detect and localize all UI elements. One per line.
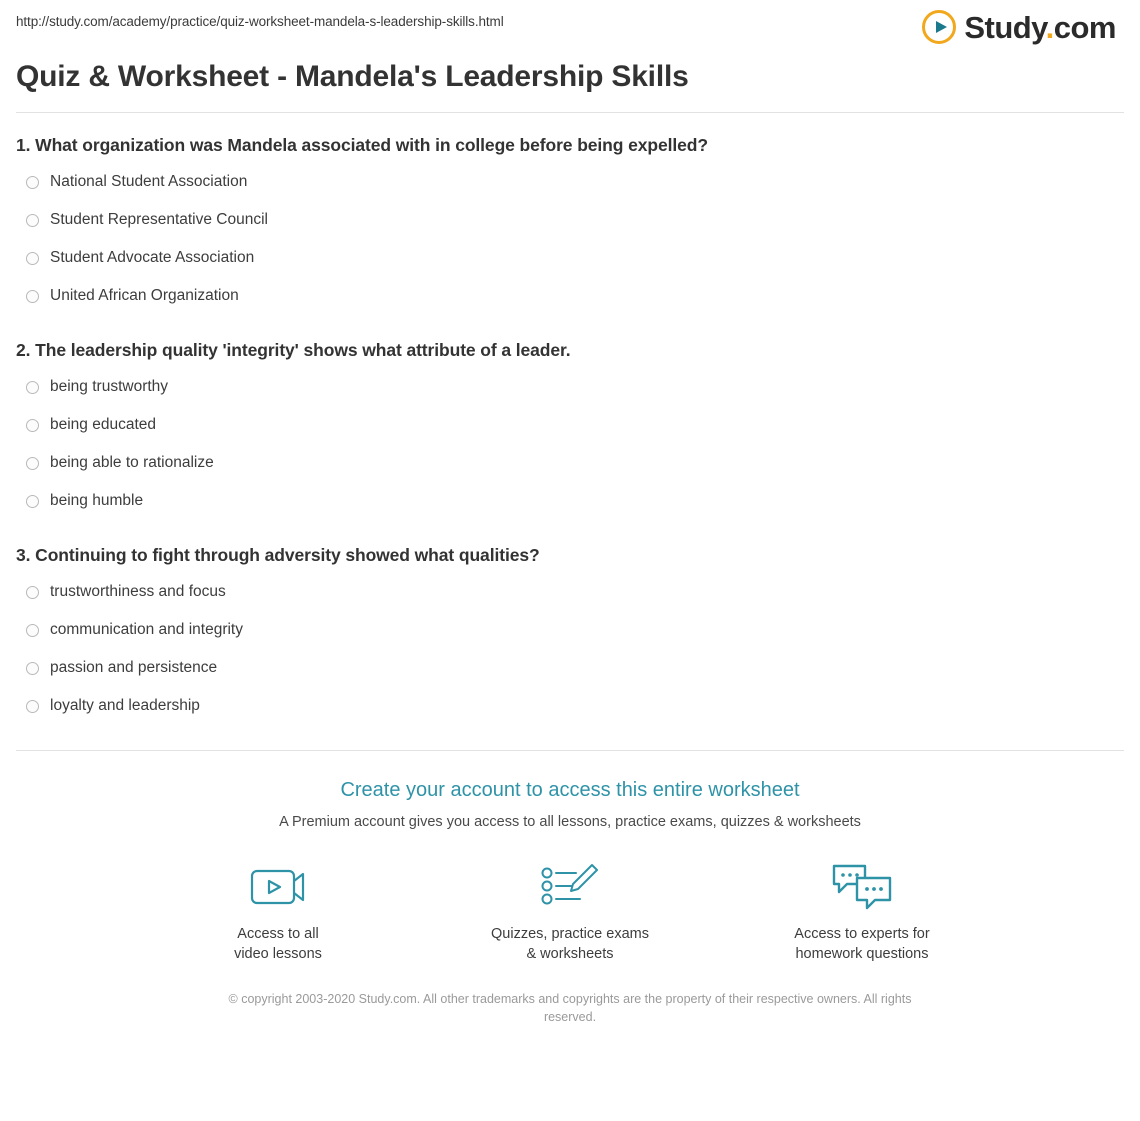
- feature-caption-line2: homework questions: [795, 946, 929, 962]
- question-text: 3. Continuing to fight through adversity showed what qualities?: [16, 545, 540, 565]
- feature-quizzes: [480, 858, 660, 964]
- premium-promo: [16, 751, 1124, 1026]
- feature-caption-line1: Access to experts for: [794, 926, 930, 942]
- question-block: [16, 340, 1124, 511]
- study-com-logo: [922, 10, 1124, 44]
- page-title: Quiz & Worksheet - Mandela's Leadership Skills: [16, 60, 689, 93]
- question-block: [16, 545, 1124, 716]
- feature-caption-line1: Access to all: [237, 926, 319, 942]
- answer-option[interactable]: [16, 582, 1124, 602]
- promo-features: [16, 858, 1124, 964]
- radio-button-icon[interactable]: [26, 662, 39, 675]
- radio-button-icon[interactable]: [26, 290, 39, 303]
- answer-options: [16, 582, 1124, 716]
- quiz-checklist-icon: [540, 858, 600, 914]
- promo-headline: Create your account to access this entire worksheet: [340, 779, 800, 801]
- feature-caption-line2: & worksheets: [526, 946, 614, 962]
- logo-dot: .: [1045, 9, 1054, 45]
- answer-option[interactable]: [16, 248, 1124, 268]
- logo-wordmark: [964, 9, 1116, 45]
- answer-label: being able to rationalize: [50, 454, 214, 471]
- logo-study-text: Study: [964, 9, 1046, 45]
- answer-option[interactable]: [16, 491, 1124, 511]
- feature-caption-line1: Quizzes, practice exams: [491, 926, 649, 942]
- answer-option[interactable]: [16, 696, 1124, 716]
- answer-option[interactable]: [16, 620, 1124, 640]
- answer-label: Student Advocate Association: [50, 249, 255, 266]
- feature-experts: [772, 858, 952, 964]
- promo-subtext: A Premium account gives you access to all lessons, practice exams, quizzes & worksheets: [279, 814, 861, 830]
- answer-label: National Student Association: [50, 173, 248, 190]
- questions-list: [16, 113, 1124, 716]
- radio-button-icon[interactable]: [26, 381, 39, 394]
- feature-caption: [794, 924, 929, 964]
- radio-button-icon[interactable]: [26, 252, 39, 265]
- answer-label: being trustworthy: [50, 378, 169, 395]
- page-header: [16, 0, 1124, 52]
- logo-com-text: com: [1053, 9, 1116, 45]
- answer-option[interactable]: [16, 453, 1124, 473]
- feature-caption: [491, 924, 649, 964]
- answer-label: passion and persistence: [50, 659, 218, 676]
- answer-option[interactable]: [16, 210, 1124, 230]
- question-text: 2. The leadership quality 'integrity' shows what attribute of a leader.: [16, 340, 571, 360]
- question-block: [16, 135, 1124, 306]
- video-play-icon: [250, 858, 306, 914]
- answer-option[interactable]: [16, 415, 1124, 435]
- feature-caption-line2: video lessons: [234, 946, 322, 962]
- radio-button-icon[interactable]: [26, 700, 39, 713]
- answer-label: communication and integrity: [50, 621, 243, 638]
- answer-option[interactable]: [16, 658, 1124, 678]
- copyright-text: © copyright 2003-2020 Study.com. All other trademarks and copyrights are the property of their respective owners. All rights reserved.: [228, 992, 912, 1024]
- radio-button-icon[interactable]: [26, 495, 39, 508]
- answer-options: [16, 377, 1124, 511]
- answer-option[interactable]: [16, 377, 1124, 397]
- answer-option[interactable]: [16, 286, 1124, 306]
- answer-label: Student Representative Council: [50, 211, 268, 228]
- radio-button-icon[interactable]: [26, 214, 39, 227]
- answer-label: trustworthiness and focus: [50, 583, 226, 600]
- radio-button-icon[interactable]: [26, 586, 39, 599]
- feature-caption: [234, 924, 322, 964]
- page-url: http://study.com/academy/practice/quiz-worksheet-mandela-s-leadership-skills.html: [16, 14, 504, 29]
- answer-label: being educated: [50, 416, 157, 433]
- feature-video-lessons: [188, 858, 368, 964]
- answer-label: United African Organization: [50, 287, 239, 304]
- question-text: 1. What organization was Mandela associated with in college before being expelled?: [16, 135, 708, 155]
- chat-bubbles-icon: [831, 858, 893, 914]
- radio-button-icon[interactable]: [26, 624, 39, 637]
- radio-button-icon[interactable]: [26, 419, 39, 432]
- answer-label: being humble: [50, 492, 144, 509]
- answer-label: loyalty and leadership: [50, 697, 200, 714]
- answer-options: [16, 172, 1124, 306]
- radio-button-icon[interactable]: [26, 176, 39, 189]
- radio-button-icon[interactable]: [26, 457, 39, 470]
- play-circle-icon: [922, 10, 956, 44]
- answer-option[interactable]: [16, 172, 1124, 192]
